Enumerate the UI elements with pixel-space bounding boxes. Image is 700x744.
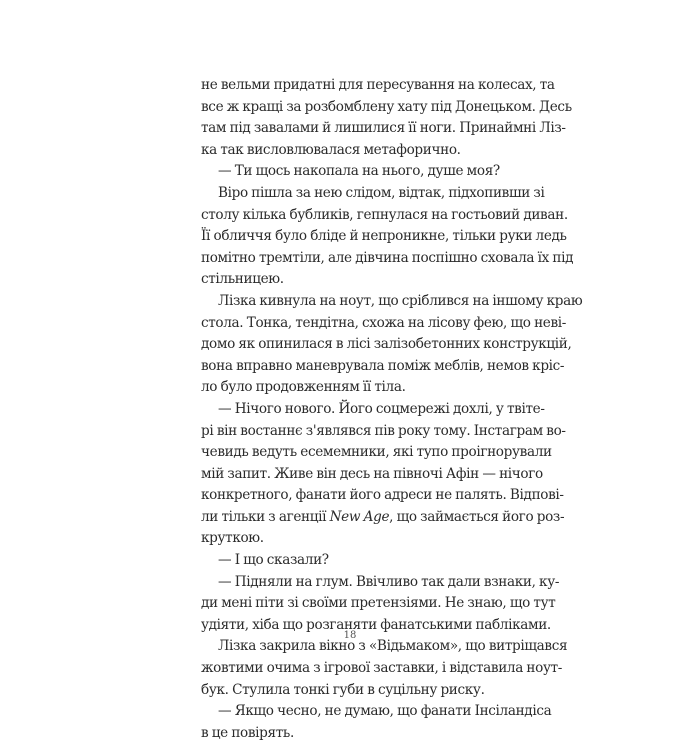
dialogue-line: — Нічого нового. Його соцмережі дохлі, у твіте-	[218, 400, 545, 417]
text-line: Віро пішла за нею слідом, відтак, підхопивши зі	[218, 184, 545, 201]
dialogue-line: — Ти щось накопала на нього, душе моя?	[218, 163, 500, 180]
text-line: столу кілька бубликів, гепнулася на гостьовий диван.	[201, 206, 568, 223]
text-line: удіяти, хіба що розганяти фанатськими пабліками.	[201, 616, 551, 633]
text-line: ди мені піти зі своїми претензіями. Не знаю, що тут	[201, 595, 556, 612]
text-line: конкретного, фанати його адреси не палять. Відпові-	[201, 487, 564, 504]
page-number: 18	[343, 630, 357, 641]
text-line: Лізка кивнула на ноут, що сріблився на іншому краю	[218, 292, 583, 309]
text-line: в це повірять.	[201, 724, 294, 741]
text-line: домо як опинилася в лісі залізобетонних конструкцій,	[201, 336, 572, 353]
body-text	[201, 75, 583, 744]
text-line: круткою.	[201, 530, 264, 547]
text-line: Лізка закрила вікно з «Відьмаком», що витріщався	[218, 638, 568, 655]
text-line: все ж кращі за розбомблену хату під Донецьком. Десь	[201, 98, 572, 115]
dialogue-line: — Якщо чесно, не думаю, що фанати Інсіландіса	[218, 703, 552, 720]
text-line: не вельми придатні для пересування на колесах, та	[201, 77, 555, 93]
text-line: стільницею.	[201, 271, 284, 288]
text-fragment: , що займається його роз-	[389, 508, 565, 525]
text-line: стола. Тонка, тендітна, схожа на лісову фею, що неві-	[201, 314, 567, 331]
italic-title: New Age	[329, 508, 390, 525]
text-line: мій запит. Живе він десь на півночі Афін — нічого	[201, 465, 543, 482]
text-line: чевидь ведуть есемемники, які тупо проігнорували	[201, 444, 552, 461]
text-line: рі він востаннє з'являвся пів року тому. Інстаграм во-	[201, 422, 566, 439]
text-line: жовтими очима з ігрової заставки, і відставила ноут-	[201, 660, 563, 677]
text-line	[201, 507, 565, 529]
text-line: Її обличчя було бліде й непроникне, тільки руки ледь	[201, 228, 567, 245]
text-line: ло було продовженням її тіла.	[201, 379, 406, 396]
text-line: ка так висловлювалася метафорично.	[201, 141, 461, 158]
text-line: там під завалами й лишилися її ноги. Принаймні Ліз-	[201, 120, 566, 137]
dialogue-line: — І що сказали?	[218, 552, 329, 569]
text-line: помітно тремтіли, але дівчина поспішно сховала їх під	[201, 249, 574, 266]
text-line: вона вправно маневрувала поміж меблів, немов кріс-	[201, 357, 565, 374]
dialogue-line: — Підняли на глум. Ввічливо так дали взнаки, ку-	[218, 573, 560, 590]
text-line: бук. Стулила тонкі губи в суцільну риску.	[201, 681, 485, 698]
text-fragment: ли тільки з агенції	[201, 508, 330, 525]
